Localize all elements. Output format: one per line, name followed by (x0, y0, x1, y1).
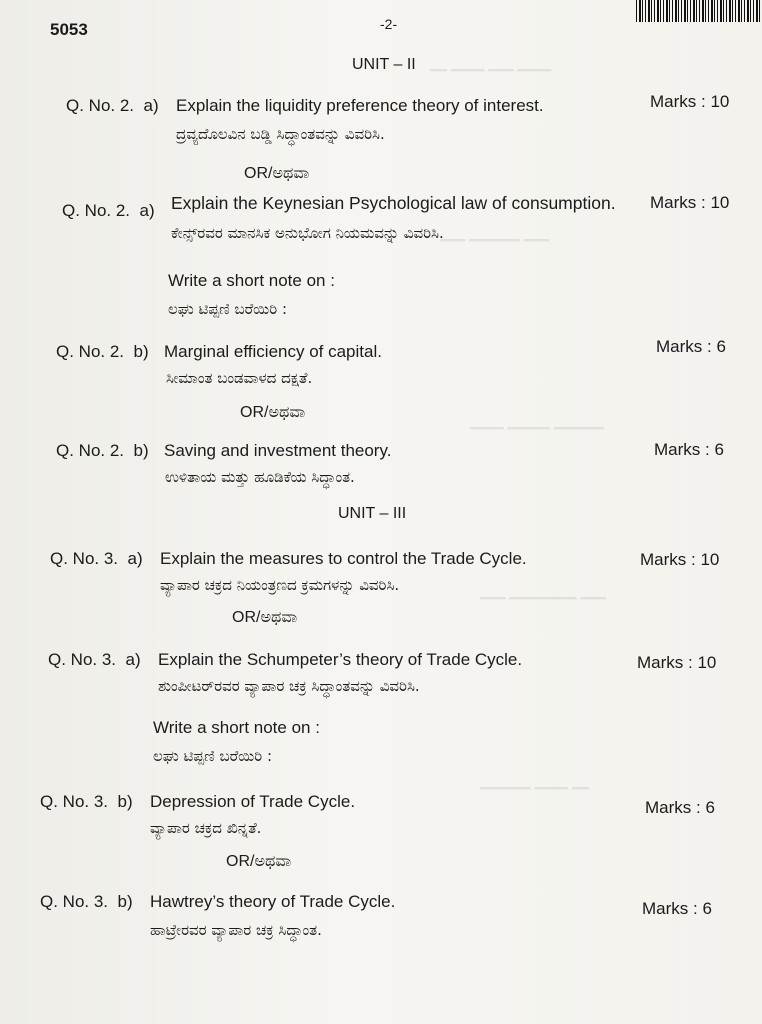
show-through-text: ━━━ ━━━━━━━━ ━━━ (480, 590, 606, 606)
or-separator: OR/ಅಥವಾ (240, 404, 306, 421)
question-text-kannada: ಸೀಮಾಂತ ಬಂಡವಾಳದ ದಕ್ಷತೆ. (166, 369, 313, 387)
question-text-kannada: ದ್ರವ್ಯದೊಲವಿನ ಬಡ್ಡಿ ಸಿದ್ಧಾಂತವನ್ನು ವಿವರಿಸಿ. (176, 125, 385, 143)
marks-label: Marks : 6 (656, 337, 726, 356)
question-text: Hawtrey’s theory of Trade Cycle. (150, 892, 396, 911)
marks-label: Marks : 6 (645, 798, 715, 817)
barcode (636, 0, 762, 22)
question-text: Explain the Schumpeter’s theory of Trade Cycle. (158, 650, 523, 669)
page-number: -2- (380, 16, 398, 32)
unit-heading: UNIT – II (352, 56, 416, 73)
show-through-text: ━━ ━━━━ ━━━ ━━━━ (430, 62, 552, 78)
show-through-text: ━━━━ ━━━━━ ━━━━━━ (470, 420, 605, 436)
question-text: Saving and investment theory. (164, 441, 392, 460)
unit-heading: UNIT – III (338, 505, 407, 522)
question-text-kannada: ಕೇನ್ಸ್‌ರವರ ಮಾನಸಿಕ ಅನುಭೋಗ ನಿಯಮವನ್ನು ವಿವರಿಸಿ. (171, 224, 444, 242)
paper-code: 5053 (50, 20, 88, 39)
marks-label: Marks : 10 (650, 193, 730, 212)
show-through-text: ━━━ ━━━━━━ ━━━ (440, 232, 549, 248)
or-separator: OR/ಅಥವಾ (244, 165, 310, 182)
question-text-kannada: ವ್ಯಾಪಾರ ಚಕ್ರದ ಖಿನ್ನತೆ. (150, 819, 262, 837)
question-number: Q. No. 3. b) (40, 892, 133, 911)
or-separator: OR/ಅಥವಾ (232, 609, 298, 626)
question-text-kannada: ವ್ಯಾಪಾರ ಚಕ್ರದ ನಿಯಂತ್ರಣದ ಕ್ರಮಗಳನ್ನು ವಿವರಿಸಿ. (160, 576, 400, 594)
short-note-heading-kannada: ಲಘು ಟಿಪ್ಪಣಿ ಬರೆಯಿರಿ : (153, 747, 273, 765)
marks-label: Marks : 10 (640, 550, 720, 569)
marks-label: Marks : 6 (654, 440, 724, 459)
question-number: Q. No. 2. b) (56, 342, 149, 361)
short-note-heading: Write a short note on : (168, 271, 335, 290)
show-through-text: ━━━━━━ ━━━━ ━━ (480, 780, 589, 796)
question-text: Marginal efficiency of capital. (164, 342, 382, 361)
question-number: Q. No. 3. a) (48, 650, 141, 669)
or-separator: OR/ಅಥವಾ (226, 853, 292, 870)
question-text-kannada: ಹಾಟ್ರೇರವರ ವ್ಯಾಪಾರ ಚಕ್ರ ಸಿದ್ಧಾಂತ. (150, 921, 322, 939)
marks-label: Marks : 10 (637, 653, 717, 672)
question-text-kannada: ಉಳಿತಾಯ ಮತ್ತು ಹೂಡಿಕೆಯ ಸಿದ್ಧಾಂತ. (165, 468, 355, 486)
question-number: Q. No. 2. b) (56, 441, 149, 460)
question-number: Q. No. 2. a) (62, 201, 155, 220)
question-number: Q. No. 2. a) (66, 96, 159, 115)
question-number: Q. No. 3. b) (40, 792, 133, 811)
question-text: Explain the liquidity preference theory of interest. (176, 96, 544, 115)
question-text: Depression of Trade Cycle. (150, 792, 356, 811)
short-note-heading: Write a short note on : (153, 718, 320, 737)
marks-label: Marks : 10 (650, 92, 730, 111)
short-note-heading-kannada: ಲಘು ಟಿಪ್ಪಣಿ ಬರೆಯಿರಿ : (168, 300, 288, 318)
question-number: Q. No. 3. a) (50, 549, 143, 568)
question-text-kannada: ಶುಂಪೀಟರ್‌ರವರ ವ್ಯಾಪಾರ ಚಕ್ರ ಸಿದ್ಧಾಂತವನ್ನು ವಿವರಿಸಿ. (158, 677, 420, 695)
question-text: Explain the Keynesian Psychological law of consumption. (171, 193, 616, 213)
marks-label: Marks : 6 (642, 899, 712, 918)
question-text: Explain the measures to control the Trade Cycle. (160, 549, 527, 568)
